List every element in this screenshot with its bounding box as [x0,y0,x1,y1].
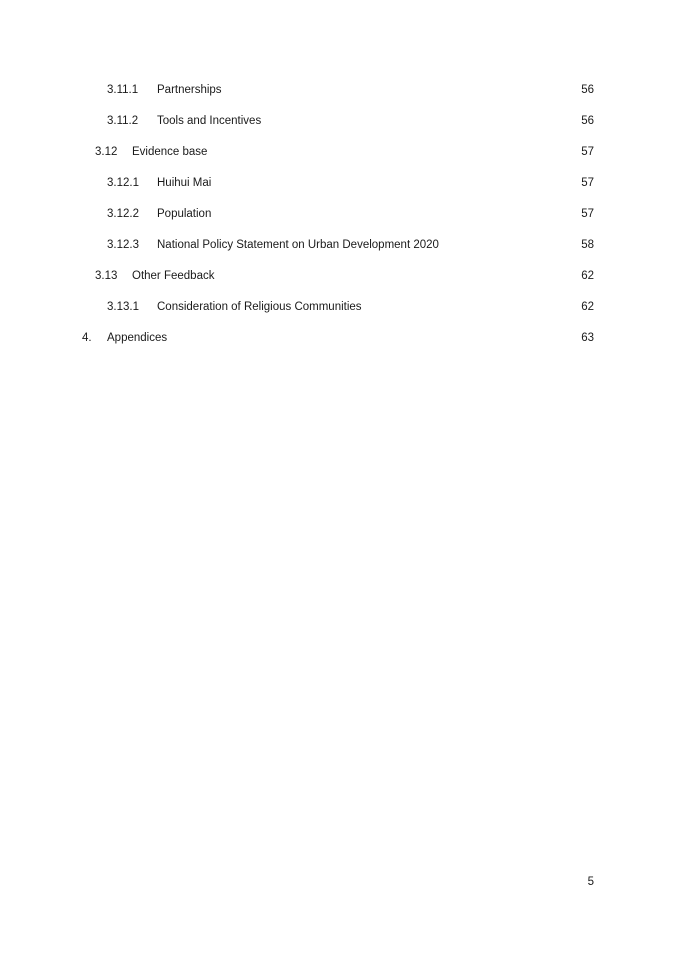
toc-entry-title: Other Feedback [132,270,215,282]
toc-entry-title: Appendices [107,332,168,344]
toc-entry-page: 56 [581,115,594,127]
toc-entry-number: 3.12 [95,146,118,158]
toc-entry-number: 3.11.1 [107,84,139,96]
page-number: 5 [587,876,594,888]
toc-entry-page: 57 [581,177,594,189]
toc-entry-page: 56 [581,84,594,96]
toc-entry-number: 4. [82,332,92,344]
toc-entry-page: 57 [581,208,594,220]
toc-entry-number: 3.11.2 [107,115,139,127]
toc-entry-title: Tools and Incentives [157,115,262,127]
toc-entry-number: 3.12.1 [107,177,139,189]
toc-entry-title: Population [157,208,212,220]
toc-entry-page: 62 [581,301,594,313]
toc-entry-title: Partnerships [157,84,222,96]
toc-entry-title: Consideration of Religious Communities [157,301,362,313]
toc-entry-page: 63 [581,332,594,344]
toc-entry-page: 62 [581,270,594,282]
toc-entry-title: National Policy Statement on Urban Development 2020 [157,239,439,251]
toc-entry-title: Huihui Mai [157,177,212,189]
toc-entry-number: 3.12.3 [107,239,139,251]
toc-entry-number: 3.12.2 [107,208,139,220]
toc-entry-number: 3.13 [95,270,118,282]
toc-entry-page: 57 [581,146,594,158]
toc-entry-number: 3.13.1 [107,301,139,313]
toc-entry-title: Evidence base [132,146,208,158]
toc-entry-page: 58 [581,239,594,251]
